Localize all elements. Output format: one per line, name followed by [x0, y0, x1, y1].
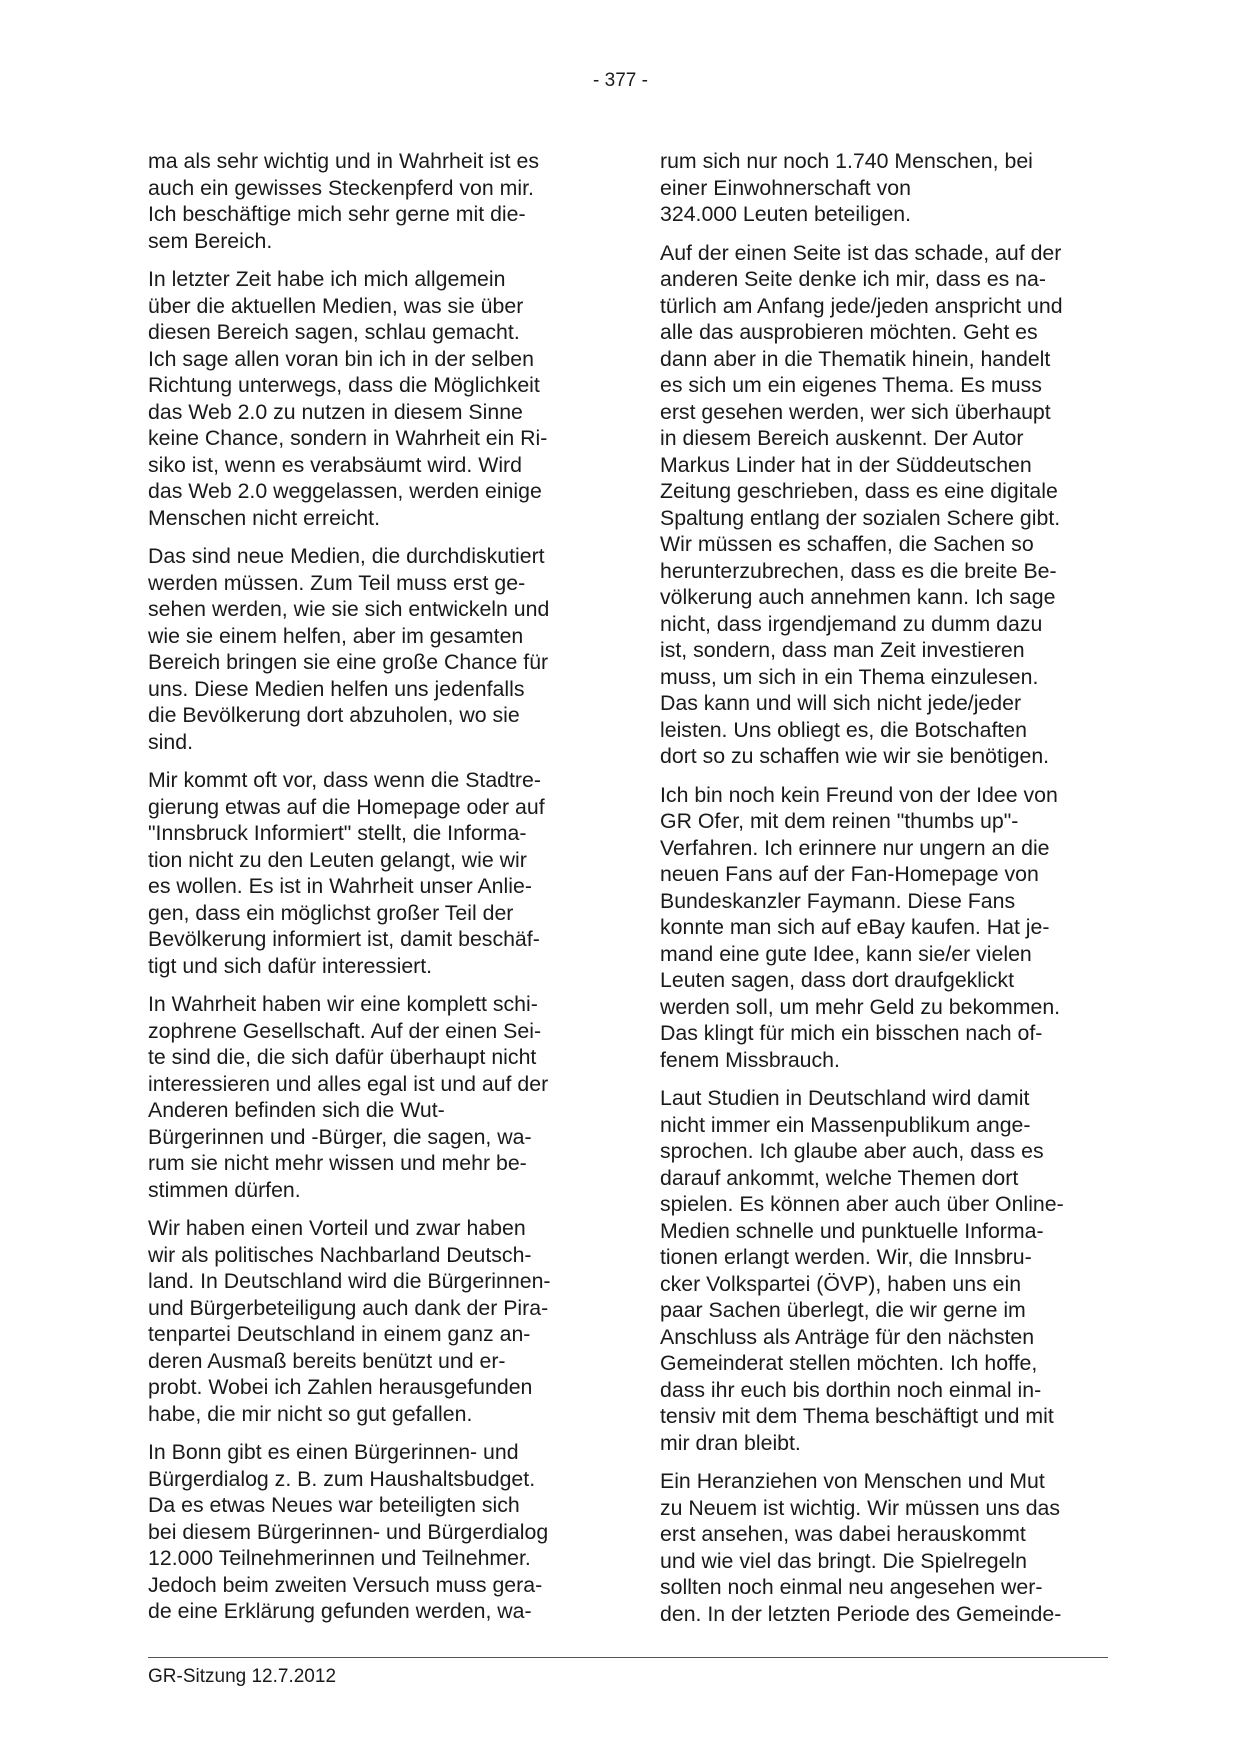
text-line: auch ein gewisses Steckenpferd von mir.	[148, 175, 534, 200]
text-line: mir dran bleibt.	[660, 1430, 801, 1455]
text-line: Mir kommt oft vor, dass wenn die Stadtre-	[148, 768, 541, 792]
text-line: das Web 2.0 zu nutzen in diesem Sinne	[148, 399, 523, 424]
page-number: - 377 -	[593, 70, 648, 91]
text-line: ma als sehr wichtig und in Wahrheit ist es	[148, 149, 539, 173]
text-line: gierung etwas auf die Homepage oder auf	[148, 794, 545, 819]
text-line: 12.000 Teilnehmerinnen und Teilnehmer.	[148, 1546, 531, 1570]
text-line: das Web 2.0 weggelassen, werden einige	[148, 479, 542, 503]
text-line: Medien schnelle und punktuelle Informa-	[660, 1218, 1044, 1243]
text-line: cker Volkspartei (ÖVP), haben uns ein	[660, 1271, 1022, 1296]
paragraph	[660, 148, 1100, 228]
text-line: neuen Fans auf der Fan-Homepage von	[660, 862, 1039, 886]
text-line: 324.000 Leuten beteiligen.	[660, 202, 912, 226]
text-line: de eine Erklärung gefunden werden, wa-	[148, 1599, 532, 1623]
text-line: muss, um sich in ein Thema einzulesen.	[660, 664, 1039, 689]
text-line: werden müssen. Zum Teil muss erst ge-	[148, 570, 526, 595]
text-line: In Wahrheit haben wir eine komplett schi-	[148, 992, 538, 1016]
text-line: türlich am Anfang jede/jeden anspricht und	[660, 293, 1063, 318]
text-line: te sind die, die sich dafür überhaupt nicht	[148, 1045, 537, 1069]
text-line: Leuten sagen, dass dort draufgeklickt	[660, 968, 1014, 992]
text-line: wie sie einem helfen, aber im gesamten	[148, 623, 524, 648]
text-line: in diesem Bereich auskennt. Der Autor	[660, 426, 1024, 450]
text-line: Jedoch beim zweiten Versuch muss gera-	[148, 1572, 543, 1597]
footer-divider	[148, 1657, 1108, 1658]
text-line: tigt und sich dafür interessiert.	[148, 953, 433, 978]
text-line: tion nicht zu den Leuten gelangt, wie wir	[148, 847, 527, 872]
text-line: sind.	[148, 729, 193, 754]
paragraph	[660, 782, 1100, 1074]
text-line: Anschluss als Anträge für den nächsten	[660, 1324, 1035, 1349]
text-line: Anderen befinden sich die Wut-	[148, 1098, 445, 1122]
text-line: Bereich bringen sie eine große Chance für	[148, 650, 549, 674]
text-line: habe, die mir nicht so gut gefallen.	[148, 1401, 473, 1426]
text-line: erst ansehen, was dabei herauskommt	[660, 1522, 1026, 1546]
text-line: Das klingt für mich ein bisschen nach of-	[660, 1021, 1043, 1045]
text-line: GR Ofer, mit dem reinen "thumbs up"-	[660, 809, 1019, 833]
text-line: keine Chance, sondern in Wahrheit ein Ri-	[148, 426, 548, 450]
text-line: Das sind neue Medien, die durchdiskutiert	[148, 544, 545, 568]
text-line: Zeitung geschrieben, dass es eine digitale	[660, 479, 1058, 503]
paragraph	[148, 991, 588, 1203]
text-line: und wie viel das bringt. Die Spielregeln	[660, 1548, 1027, 1573]
text-line: zu Neuem ist wichtig. Wir müssen uns das	[660, 1495, 1061, 1520]
text-line: Auf der einen Seite ist das schade, auf der	[660, 240, 1062, 265]
text-line: siko ist, wenn es verabsäumt wird. Wird	[148, 452, 522, 477]
text-line: es sich um ein eigenes Thema. Es muss	[660, 373, 1042, 397]
text-line: Bundeskanzler Faymann. Diese Fans	[660, 888, 1016, 913]
text-line: Menschen nicht erreicht.	[148, 505, 381, 530]
text-line: sem Bereich.	[148, 228, 273, 253]
text-line: tenpartei Deutschland in einem ganz an-	[148, 1322, 531, 1346]
text-line: völkerung auch annehmen kann. Ich sage	[660, 585, 1056, 609]
text-line: werden soll, um mehr Geld zu bekommen.	[660, 994, 1061, 1019]
text-line: land. In Deutschland wird die Bürgerinnen-	[148, 1269, 551, 1293]
paragraph	[660, 240, 1100, 770]
text-line: sprochen. Ich glaube aber auch, dass es	[660, 1139, 1044, 1163]
text-line: Wir müssen es schaffen, die Sachen so	[660, 532, 1034, 556]
text-line: zophrene Gesellschaft. Auf der einen Sei-	[148, 1018, 542, 1043]
text-line: fenem Missbrauch.	[660, 1047, 840, 1072]
footer-session-date: GR-Sitzung 12.7.2012	[148, 1666, 337, 1687]
text-line: probt. Wobei ich Zahlen herausgefunden	[148, 1375, 533, 1399]
text-line: paar Sachen überlegt, die wir gerne im	[660, 1298, 1026, 1322]
text-line: mand eine gute Idee, kann sie/er vielen	[660, 941, 1032, 966]
text-line: leisten. Uns obliegt es, die Botschaften	[660, 717, 1027, 742]
text-line: sollten noch einmal neu angesehen wer-	[660, 1575, 1043, 1599]
text-line: tensiv mit dem Thema beschäftigt und mit	[660, 1404, 1054, 1428]
text-line: Bürgerinnen und -Bürger, die sagen, wa-	[148, 1124, 532, 1149]
text-line: gen, dass ein möglichst großer Teil der	[148, 900, 514, 925]
text-line: rum sie nicht mehr wissen und mehr be-	[148, 1151, 527, 1175]
text-line: wir als politisches Nachbarland Deutsch-	[148, 1242, 532, 1267]
text-line: stimmen dürfen.	[148, 1177, 301, 1202]
text-line: erst gesehen werden, wer sich überhaupt	[660, 399, 1051, 424]
text-line: uns. Diese Medien helfen uns jedenfalls	[148, 676, 525, 701]
text-line: rum sich nur noch 1.740 Menschen, bei	[660, 149, 1033, 173]
text-line: Verfahren. Ich erinnere nur ungern an die	[660, 835, 1050, 860]
text-line: und Bürgerbeteiligung auch dank der Pira-	[148, 1295, 549, 1320]
text-line: nicht, dass irgendjemand zu dumm dazu	[660, 611, 1043, 636]
text-line: Da es etwas Neues war beteiligten sich	[148, 1493, 520, 1517]
text-line: Laut Studien in Deutschland wird damit	[660, 1086, 1030, 1110]
text-line: In Bonn gibt es einen Bürgerinnen- und	[148, 1440, 519, 1464]
text-column-left	[148, 148, 588, 1637]
text-line: Wir haben einen Vorteil und zwar haben	[148, 1216, 526, 1240]
text-line: Das kann und will sich nicht jede/jeder	[660, 691, 1022, 715]
text-line: über die aktuellen Medien, was sie über	[148, 293, 524, 318]
text-line: dass ihr euch bis dorthin noch einmal in-	[660, 1377, 1042, 1402]
text-line: herunterzubrechen, dass es die breite Be-	[660, 558, 1057, 583]
text-line: Gemeinderat stellen möchten. Ich hoffe,	[660, 1351, 1038, 1375]
text-line: diesen Bereich sagen, schlau gemacht.	[148, 320, 520, 344]
text-line: spielen. Es können aber auch über Online-	[660, 1192, 1064, 1216]
text-line: Richtung unterwegs, dass die Möglichkeit	[148, 373, 540, 397]
text-line: alle das ausprobieren möchten. Geht es	[660, 320, 1038, 344]
text-line: "Innsbruck Informiert" stellt, die Informa-	[148, 821, 527, 845]
text-column-right	[660, 148, 1100, 1639]
paragraph	[148, 1215, 588, 1427]
text-line: dort so zu schaffen wie wir sie benötigen.	[660, 744, 1050, 768]
text-line: Markus Linder hat in der Süddeutschen	[660, 452, 1032, 477]
text-line: ist, sondern, dass man Zeit investieren	[660, 638, 1025, 662]
text-line: Ein Heranziehen von Menschen und Mut	[660, 1469, 1045, 1493]
text-line: den. In der letzten Periode des Gemeinde-	[660, 1601, 1062, 1626]
paragraph	[148, 148, 588, 254]
text-line: sehen werden, wie sie sich entwickeln und	[148, 597, 550, 621]
text-line: konnte man sich auf eBay kaufen. Hat je-	[660, 915, 1050, 939]
text-line: tionen erlangt werden. Wir, die Innsbru-	[660, 1245, 1032, 1269]
text-line: Bürgerdialog z. B. zum Haushaltsbudget.	[148, 1466, 536, 1491]
text-line: anderen Seite denke ich mir, dass es na-	[660, 267, 1046, 291]
text-line: einer Einwohnerschaft von	[660, 175, 911, 200]
text-line: Ich bin noch kein Freund von der Idee von	[660, 782, 1058, 807]
text-line: bei diesem Bürgerinnen- und Bürgerdialog	[148, 1519, 549, 1544]
text-line: es wollen. Es ist in Wahrheit unser Anlie-	[148, 874, 532, 898]
paragraph	[660, 1085, 1100, 1456]
text-line: deren Ausmaß bereits benützt und er-	[148, 1348, 506, 1373]
text-line: nicht immer ein Massenpublikum ange-	[660, 1112, 1031, 1137]
text-line: Ich sage allen voran bin ich in der selben	[148, 346, 534, 371]
paragraph	[148, 266, 588, 531]
text-line: dann aber in die Thematik hinein, handelt	[660, 346, 1051, 371]
text-line: Ich beschäftige mich sehr gerne mit die-	[148, 202, 526, 226]
text-line: die Bevölkerung dort abzuholen, wo sie	[148, 703, 520, 727]
text-line: In letzter Zeit habe ich mich allgemein	[148, 267, 506, 291]
text-line: darauf ankommt, welche Themen dort	[660, 1165, 1019, 1190]
text-line: Bevölkerung informiert ist, damit beschäf-	[148, 927, 540, 951]
text-line: interessieren und alles egal ist und auf der	[148, 1071, 549, 1096]
paragraph	[148, 767, 588, 979]
paragraph	[660, 1468, 1100, 1627]
paragraph	[148, 1439, 588, 1625]
text-line: Spaltung entlang der sozialen Schere gibt.	[660, 505, 1061, 530]
paragraph	[148, 543, 588, 755]
